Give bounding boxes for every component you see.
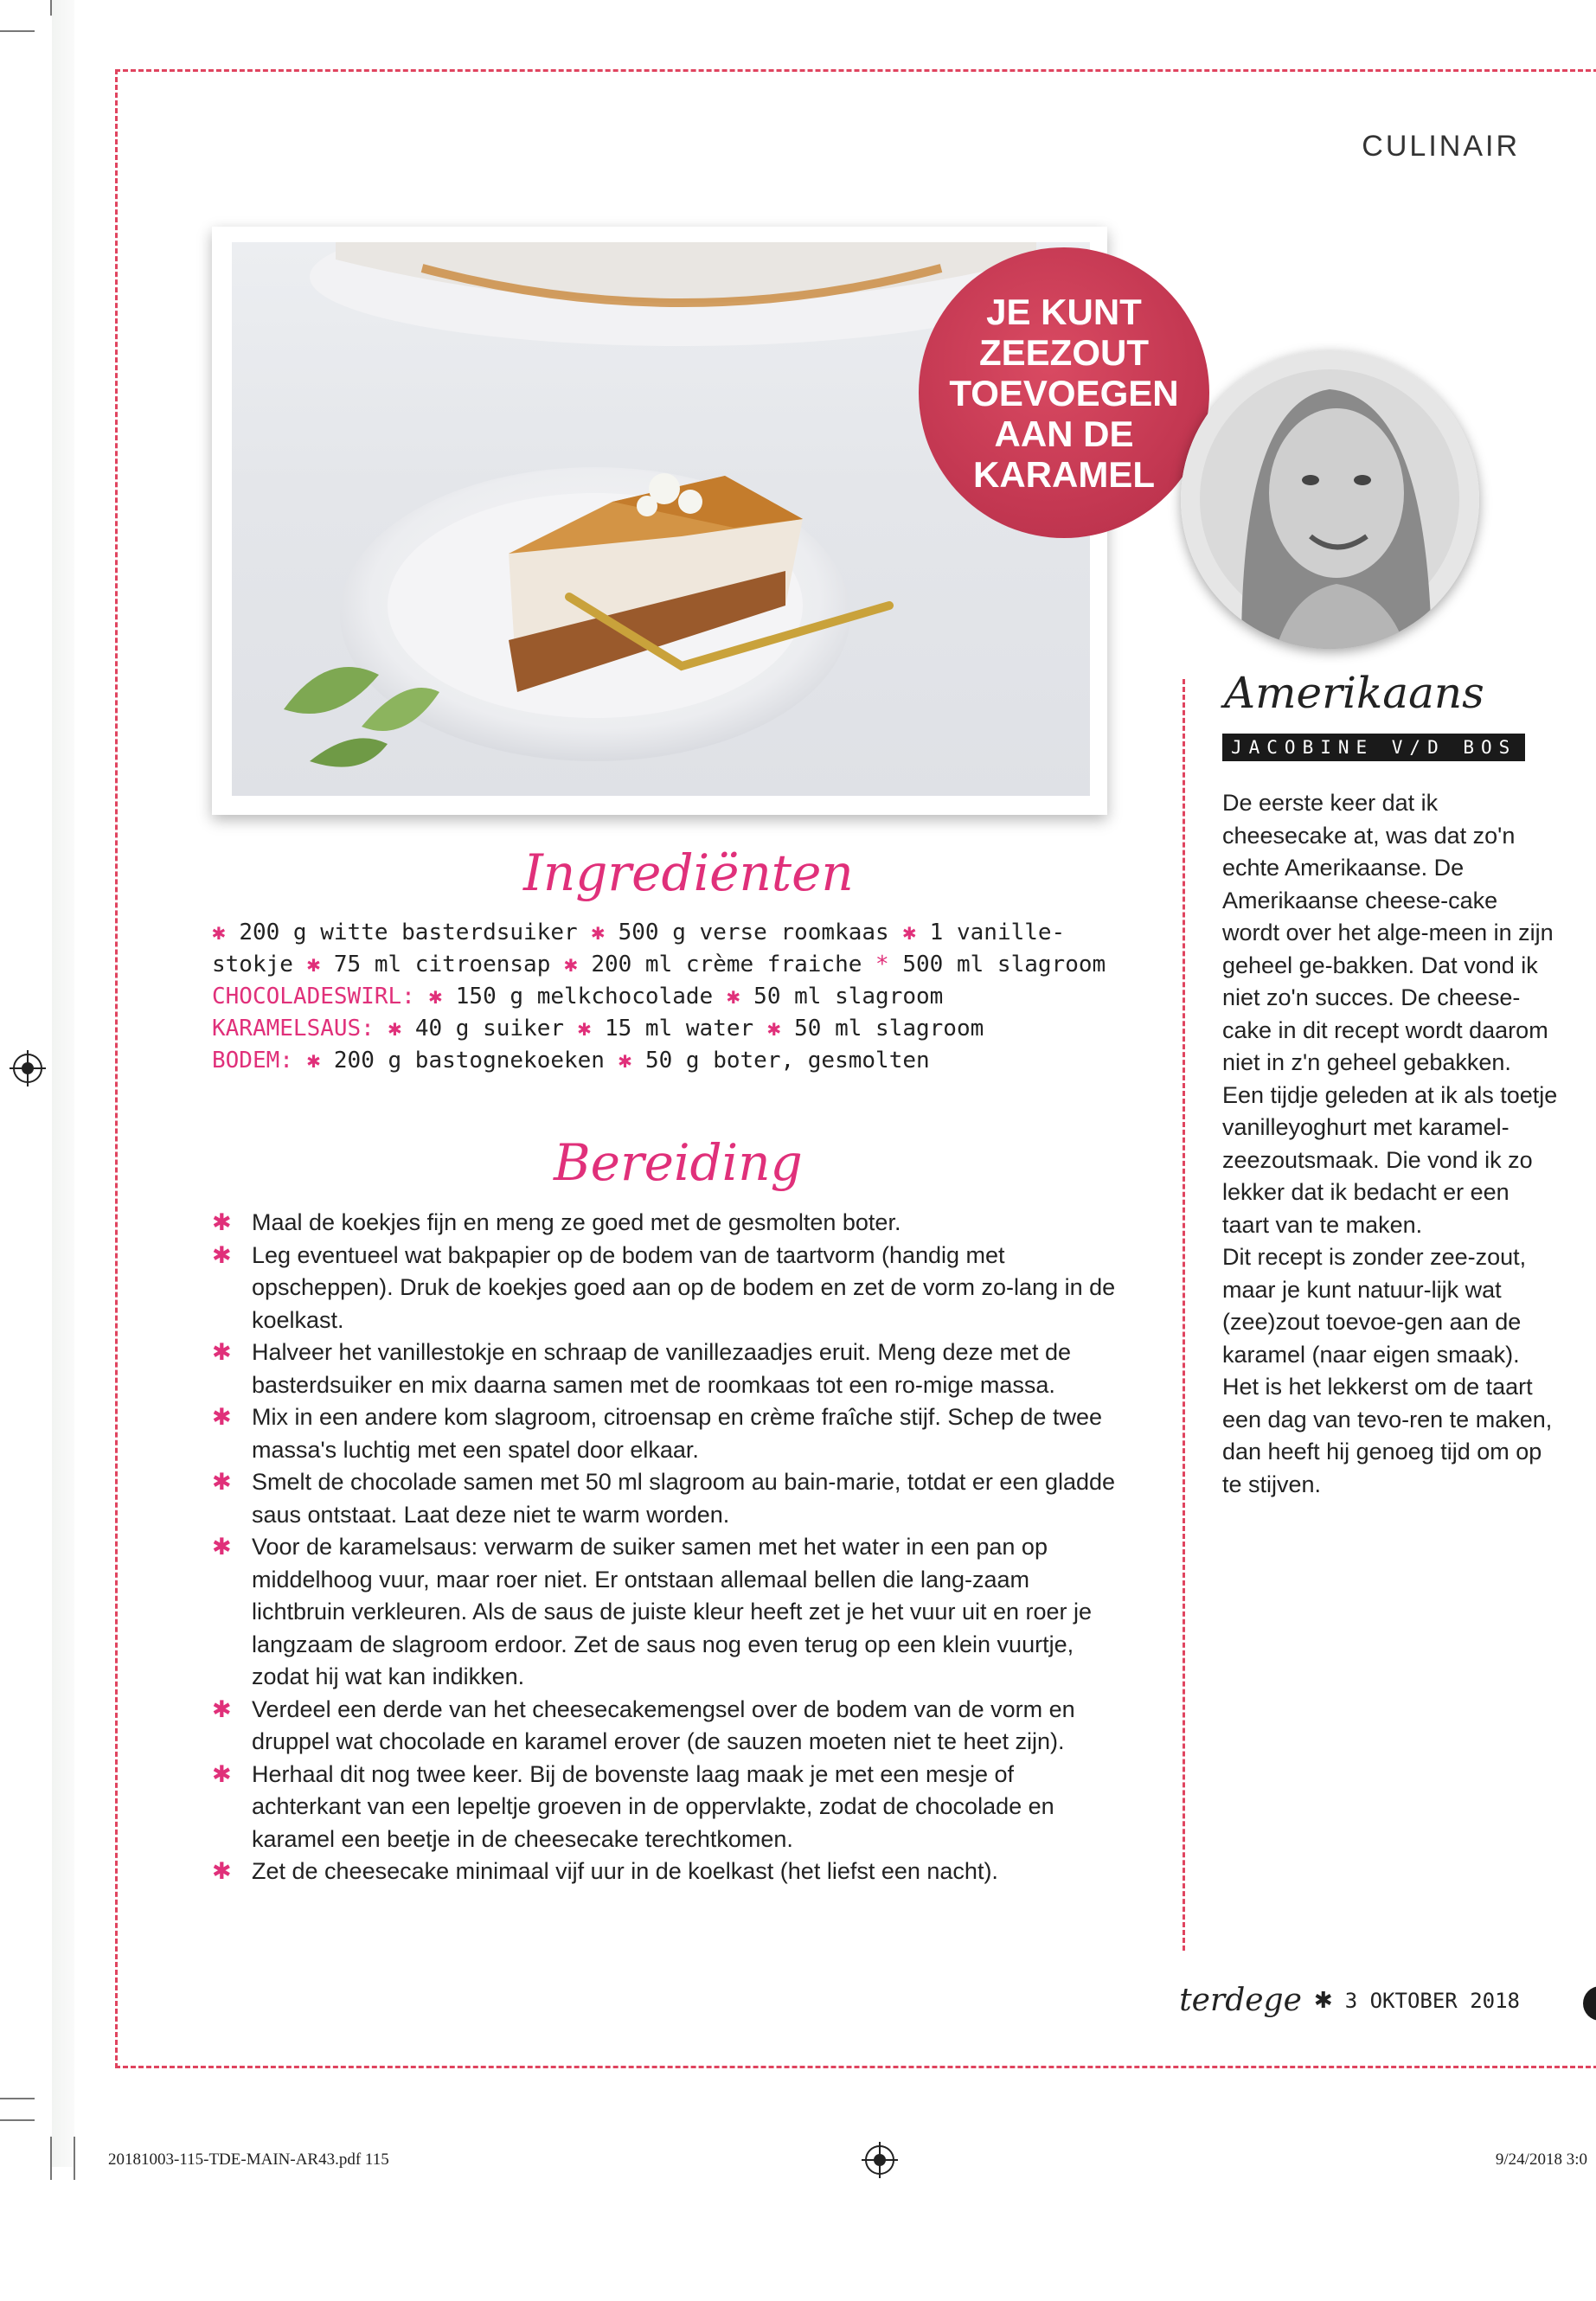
step-text: Verdeel een derde van het cheesecakemengsel over de bodem van de vorm en druppel wat chocolade en karamel erover (de sauzen moeten niet te heet zijn). <box>252 1695 1075 1754</box>
ingredient: 200 g bastognekoeken <box>333 1048 605 1074</box>
asterisk-icon: ✱ <box>766 1016 781 1042</box>
magazine-logo: terdege <box>1179 1983 1302 2018</box>
asterisk-icon: ✱ <box>618 1048 632 1074</box>
ingredient: 40 g suiker <box>414 1016 564 1042</box>
step-item <box>212 1759 1129 1856</box>
page-footer <box>1179 1983 1520 2018</box>
asterisk-icon: ✱ <box>726 984 740 1009</box>
ingredient: 15 ml water <box>604 1016 754 1042</box>
step-text: Maal de koekjes fijn en meng ze goed met de gesmolten boter. <box>252 1209 901 1235</box>
ingredient: 200 g witte basterdsuiker <box>239 920 578 945</box>
portrait-image <box>1181 350 1479 649</box>
ingredients-list <box>212 917 1163 1077</box>
asterisk-icon: ✱ <box>212 1858 232 1884</box>
crop-mark <box>50 2137 52 2180</box>
ingredients-row <box>212 917 1163 949</box>
preparation-heading: Bereiding <box>554 1133 803 1192</box>
ingredients-row <box>212 1045 1163 1077</box>
asterisk-icon: ✱ <box>212 1339 232 1365</box>
step-item <box>212 1207 1129 1240</box>
column-title: Amerikaans <box>1224 668 1484 718</box>
step-text: Voor de karamelsaus: verwarm de suiker samen met het water in een pan op middelhoog vuur, maar roer niet. Er ontstaan allemaal bellen die lang-zaam lichtbruin verkleuren. Als de saus de juiste kleur heeft zet je het vuur uit en roer je langzaam de slagroom erdoor. Zet de saus nog even terug op een klein vuurtje, zodat hij wat kan indikken. <box>252 1534 1093 1689</box>
adjacent-page-edge <box>52 0 74 2167</box>
section-label: CULINAIR <box>1362 130 1520 163</box>
ingredients-heading: Ingrediënten <box>523 843 854 902</box>
crop-mark <box>0 2119 35 2121</box>
ingredient-group-label: BODEM: <box>212 1048 293 1074</box>
ingredient: stokje <box>212 952 293 977</box>
ingredient: 500 g verse roomkaas <box>618 920 889 945</box>
asterisk-icon: ✱ <box>212 1209 232 1235</box>
asterisk-icon: ✱ <box>564 952 578 977</box>
ingredient: 50 ml slagroom <box>753 984 944 1009</box>
asterisk-icon: ✱ <box>212 1695 232 1722</box>
asterisk-icon: ✱ <box>212 920 226 945</box>
crop-mark <box>50 0 52 16</box>
registration-mark-icon <box>13 1054 42 1083</box>
step-text: Smelt de chocolade samen met 50 ml slagroom au bain-marie, totdat er een gladde saus ontstaat. Laat deze niet te warm worden. <box>252 1469 1116 1528</box>
step-text: Leg eventueel wat bakpapier op de bodem van de taartvorm (handig met opscheppen). Druk de koekjes goed aan op de bodem en zet de vorm zo-lang in de koelkast. <box>252 1241 1116 1333</box>
ingredient-group-label: KARAMELSAUS: <box>212 1016 375 1042</box>
crop-mark <box>0 2098 35 2099</box>
ingredient: 150 g melkchocolade <box>455 984 714 1009</box>
ingredient: 1 vanille- <box>929 920 1066 945</box>
ingredient: 50 g boter, gesmolten <box>644 1048 930 1074</box>
print-slug: 20181003-115-TDE-MAIN-AR43.pdf 115 <box>108 2150 389 2169</box>
badge-text: JE KUNT ZEEZOUT TOEVOEGEN AAN DE KARAMEL <box>949 291 1179 495</box>
asterisk-icon: * <box>875 952 889 977</box>
step-item <box>212 1531 1129 1694</box>
asterisk-icon: ✱ <box>428 984 443 1009</box>
column-body: De eerste keer dat ik cheesecake at, was dat zo'n echte Amerikaanse. De Amerikaanse cheese-cake wordt over het alge-meen in zijn geheel ge-bakken. Dat vond ik niet zo'n succes. De cheese-cake in dit recept wordt daarom niet in z'n geheel gebakken. Een tijdje geleden at ik als toetje vanilleyoghurt met karamel-zeezoutsmaak. Die vond ik zo lekker dat ik bedacht er een taart van te maken. Dit recept is zonder zee-zout, maar je kunt natuur-lijk wat (zee)zout toevoe-gen aan de karamel (naar eigen smaak). Het is het lekkerst om de taart een dag van tevo-ren te maken, dan heeft hij genoeg tijd om op te stijven. <box>1222 790 1558 1497</box>
ingredient: 50 ml slagroom <box>794 1016 984 1042</box>
crop-mark <box>0 30 35 32</box>
asterisk-icon: ✱ <box>212 1534 232 1560</box>
step-item <box>212 1694 1129 1759</box>
step-item <box>212 1336 1129 1401</box>
asterisk-icon: ✱ <box>212 1404 232 1430</box>
ingredient-group-label: CHOCOLADESWIRL: <box>212 984 415 1009</box>
step-item <box>212 1856 1129 1888</box>
asterisk-icon: ✱ <box>591 920 605 945</box>
asterisk-icon: ✱ <box>902 920 917 945</box>
author-name: JACOBINE V/D BOS <box>1222 734 1525 761</box>
asterisk-icon: ✱ <box>1313 1987 1333 2013</box>
print-date: 9/24/2018 3:0 <box>1495 2150 1587 2169</box>
issue-date: 3 OKTOBER 2018 <box>1344 1988 1520 2013</box>
preparation-steps <box>212 1207 1129 1888</box>
column-divider <box>1183 679 1185 1951</box>
asterisk-icon: ✱ <box>212 1760 232 1787</box>
registration-mark-icon <box>865 2145 894 2175</box>
ingredients-row <box>212 981 1163 1013</box>
step-item <box>212 1401 1129 1466</box>
step-text: Zet de cheesecake minimaal vijf uur in de koelkast (het liefst een nacht). <box>252 1858 998 1884</box>
ingredient: 200 ml crème fraiche <box>591 952 862 977</box>
step-item <box>212 1466 1129 1531</box>
step-text: Halveer het vanillestokje en schraap de vanillezaadjes eruit. Meng deze met de basterdsuiker en mix daarna samen met de roomkaas tot een ro-mige massa. <box>252 1339 1072 1398</box>
ingredient: 75 ml citroensap <box>333 952 551 977</box>
asterisk-icon: ✱ <box>577 1016 592 1042</box>
quote-badge <box>919 247 1209 538</box>
asterisk-icon: ✱ <box>212 1241 232 1268</box>
author-avatar <box>1181 350 1479 649</box>
step-item <box>212 1240 1129 1337</box>
ingredients-row <box>212 1013 1163 1045</box>
ingredients-row <box>212 949 1163 981</box>
asterisk-icon: ✱ <box>212 1469 232 1495</box>
step-text: Mix in een andere kom slagroom, citroensap en crème fraîche stijf. Schep de twee massa's luchtig met een spatel door elkaar. <box>252 1404 1102 1463</box>
ingredient: 500 ml slagroom <box>902 952 1106 977</box>
asterisk-icon: ✱ <box>306 1048 321 1074</box>
step-text: Herhaal dit nog twee keer. Bij de bovenste laag maak je met een mesje of achterkant van een lepeltje groeven in de oppervlakte, zodat de chocolade en karamel een beetje in de cheesecake terechtkomen. <box>252 1760 1054 1852</box>
crop-mark <box>74 2137 75 2180</box>
asterisk-icon: ✱ <box>306 952 321 977</box>
asterisk-icon: ✱ <box>388 1016 402 1042</box>
